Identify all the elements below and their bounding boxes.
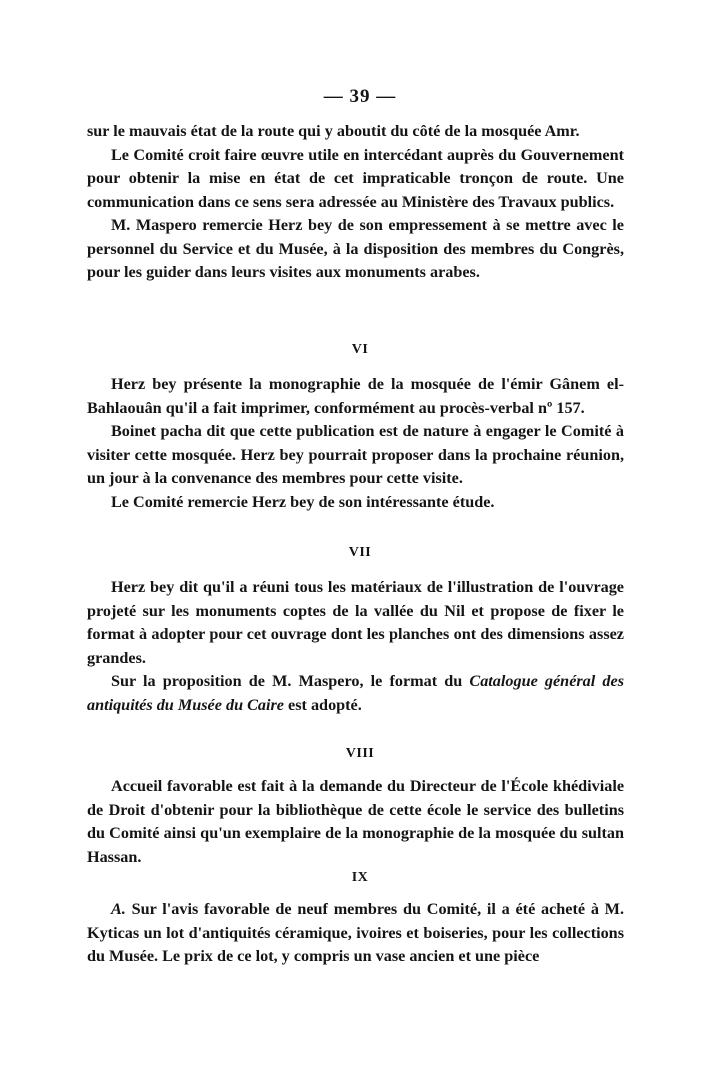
paragraph: Herz bey dit qu'il a réuni tous les matériaux de l'illustration de l'ouvrage projeté sur les monuments coptes de la vallée du Nil et propose de fixer le format à adopter pour cet ouvrage dont les planches ont des dimensions assez grandes. bbox=[87, 578, 624, 667]
section-vii-text bbox=[87, 576, 624, 717]
section-heading-vii: VII bbox=[348, 545, 372, 560]
section-heading-vi: VI bbox=[351, 342, 369, 357]
section-vi-text bbox=[87, 373, 624, 514]
paragraph bbox=[87, 670, 624, 717]
paragraph: Le Comité croit faire œuvre utile en intercédant auprès du Gouvernement pour obtenir la mise en état de cet impraticable tronçon de route. Une communication dans ce sens sera adressée au Ministère des Travaux publics. bbox=[87, 145, 624, 211]
paragraph: M. Maspero remercie Herz bey de son empressement à se mettre avec le personnel du Service et du Musée, à la disposition des membres du Congrès, pour les guider dans leurs visites aux monuments arabes. bbox=[87, 216, 624, 281]
paragraph: Accueil favorable est fait à la demande du Directeur de l'École khédiviale de Droit d'obtenir pour la bibliothèque de cette école le service des bulletins du Comité ainsi qu'un exemplaire de la monographie de la mosquée du sultan Hassan. bbox=[87, 777, 624, 866]
text-run: Sur la proposition de M. Maspero, le format du bbox=[111, 672, 470, 690]
catalogue-title: Catalogue général des antiquités du Musée du Caire bbox=[87, 672, 624, 714]
item-label: A. bbox=[111, 900, 126, 918]
section-heading-ix: IX bbox=[351, 870, 369, 885]
paragraph: sur le mauvais état de la route qui y aboutit du côté de la mosquée Amr. bbox=[87, 122, 580, 140]
section-viii-text bbox=[87, 775, 624, 869]
section-ix-text bbox=[87, 898, 624, 969]
section-heading-viii: VIII bbox=[345, 746, 375, 761]
page-number: — 39 — bbox=[323, 86, 397, 107]
paragraph bbox=[87, 898, 624, 969]
text-run: Sur l'avis favorable de neuf membres du Comité, il a été acheté à M. Kyticas un lot d'antiquités céramique, ivoires et boiseries, pour les collections du Musée. Le prix de ce lot, y compris un vase ancien et une pièce bbox=[87, 900, 624, 965]
text-run: est adopté. bbox=[284, 695, 362, 714]
intro-text-block bbox=[87, 120, 624, 285]
paragraph: Boinet pacha dit que cette publication est de nature à engager le Comité à visiter cette mosquée. Herz bey pourrait proposer dans la prochaine réunion, un jour à la convenance des membres pour cette visite. bbox=[87, 422, 624, 487]
paragraph: Le Comité remercie Herz bey de son intéressante étude. bbox=[111, 492, 495, 511]
paragraph: Herz bey présente la monographie de la mosquée de l'émir Gânem el-Bahlaouân qu'il a fait imprimer, conformément au procès-verbal nº 157. bbox=[87, 375, 624, 417]
